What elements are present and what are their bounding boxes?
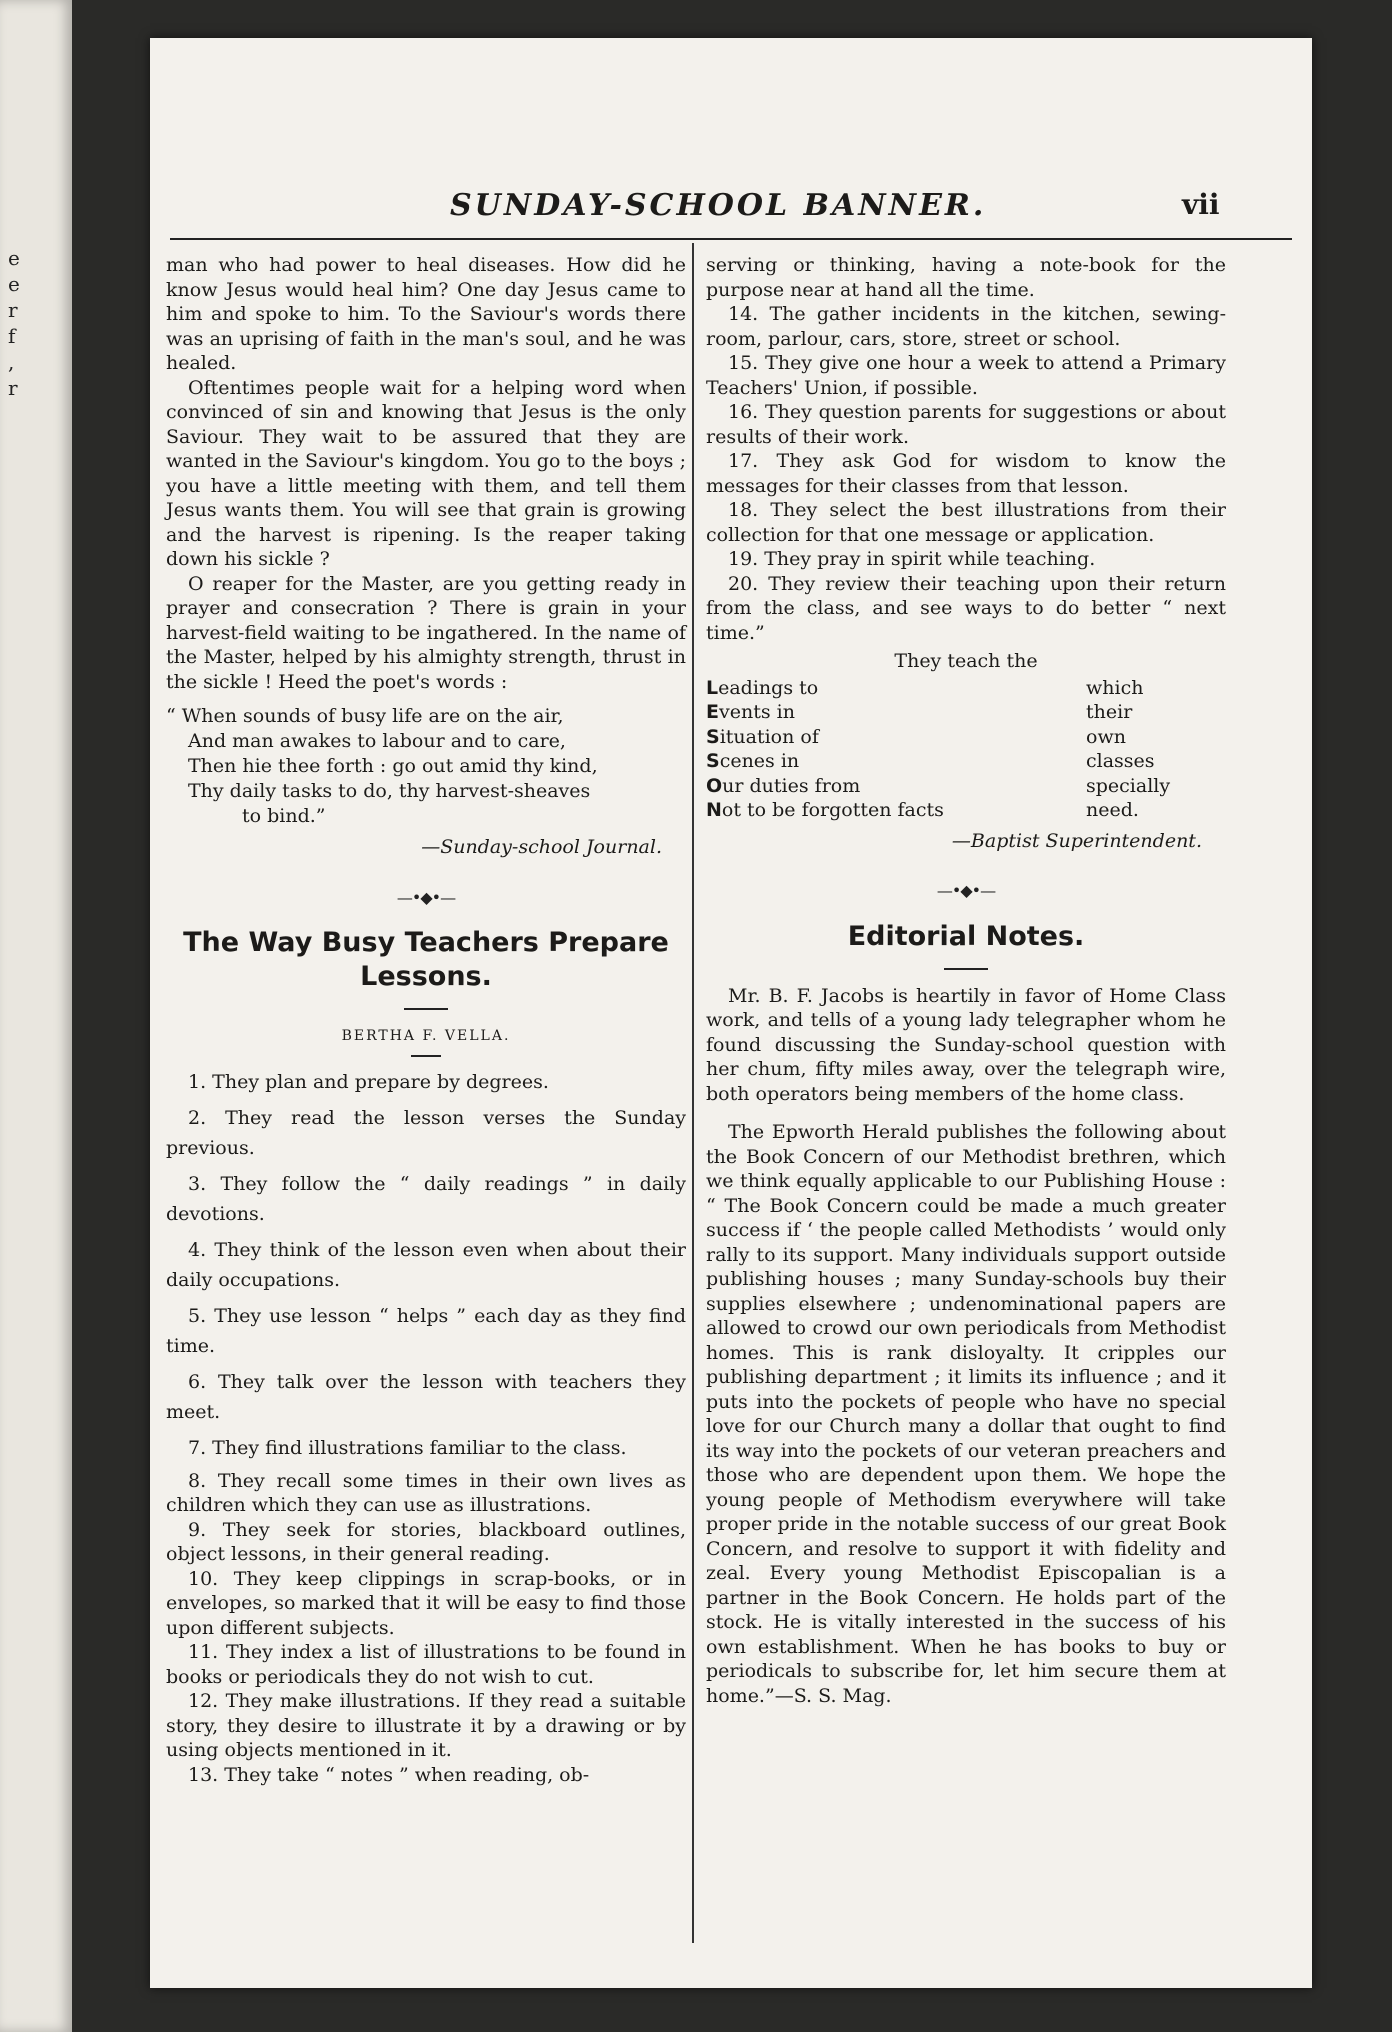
acrostic-letter: O <box>706 774 723 797</box>
ornament-divider: —•◆•— <box>396 887 456 907</box>
acrostic-right: own <box>1086 725 1126 748</box>
paragraph: The Epworth Herald publishes the following about the Book Concern of our Methodist brethren, which we think equally applicable to our Publishing House : “ The Book Concern could be made a much greater success if ‘ the people called Methodists ’ would only rally to its support. Many individuals support outside publishing houses ; many Sunday-schools buy their supplies elsewhere ; undenominational papers are allowed to crowd our own periodicals from Methodist homes. This is rank disloyalty. It cripples our publishing department ; it limits its influence ; and it puts into the pockets of people who have no special love for our Church many a dollar that ought to find its way into the pockets of our veteran preachers and those who are dependent upon them. We hope the young people of Methodism everywhere will take proper pride in the notable success of our great Book Concern, and resolve to support it with fidelity and zeal. Every young Methodist Episcopalian is a partner in the Book Concern. He holds part of the stock. He is vitally interested in the success of his own establishment. When he has books to buy or periodicals to subscribe for, let him secure them at home.”—S. S. Mag. <box>706 1121 1226 1707</box>
acrostic-text: ur duties from <box>722 774 861 797</box>
acrostic-letter: L <box>706 676 719 699</box>
list-item: 7. They find illustrations familiar to the class. <box>188 1436 627 1459</box>
list-item: 13. They take “ notes ” when reading, ob- <box>188 1763 590 1786</box>
ornament-divider: —•◆•— <box>936 881 996 900</box>
acrostic <box>706 676 1226 823</box>
acrostic-text: vents in <box>718 701 795 723</box>
list-item: 6. They talk over the lesson with teachers they meet. <box>166 1370 686 1423</box>
acrostic-text: ot to be forgotten facts <box>721 799 944 821</box>
acrostic-letter: E <box>706 701 719 723</box>
acrostic-line <box>706 774 1086 799</box>
acrostic-right: specially <box>1086 774 1171 797</box>
acrostic-right: need. <box>1086 799 1139 821</box>
column-divider <box>692 243 694 1943</box>
acrostic-letter: S <box>706 750 720 772</box>
page-number: vii <box>1182 188 1220 221</box>
running-title: SUNDAY-SCHOOL BANNER. <box>450 188 987 223</box>
poem-line: Then hie thee forth : go out amid thy kind, <box>188 755 598 777</box>
poem-line: Thy daily tasks to do, thy harvest-sheaves <box>188 780 591 802</box>
acrostic-text: cenes in <box>719 750 800 772</box>
section-heading: Editorial Notes. <box>847 920 1085 952</box>
poem-line: And man awakes to labour and to care, <box>188 730 566 752</box>
list-item: 10. They keep clippings in scrap-books, or in envelopes, so marked that it will be easy to find those upon different subjects. <box>166 1567 686 1639</box>
poem <box>166 704 686 829</box>
section-heading: The Way Busy Teachers Prepare Lessons. <box>183 927 669 992</box>
paragraph: man who had power to heal diseases. How did he know Jesus would heal him? One day Jesus came to him and spoke to him. To the Saviour's words there was an uprising of faith in the man's soul, and he was healed. <box>166 254 686 374</box>
margin-fragment: e <box>8 246 20 270</box>
poem-line: “ When sounds of busy life are on the air, <box>166 705 564 727</box>
margin-fragment: r <box>8 376 18 400</box>
list-item: 4. They think of the lesson even when about their daily occupations. <box>166 1238 686 1291</box>
acrostic-line <box>706 749 1086 774</box>
byline-rule <box>411 1055 441 1057</box>
acrostic-line <box>706 798 1086 823</box>
header-rule <box>170 238 1292 240</box>
acrostic-right: which <box>1086 676 1144 699</box>
margin-fragment: , <box>8 350 15 374</box>
page <box>150 38 1312 1988</box>
acrostic-letter: N <box>706 799 722 821</box>
acrostic-text: ituation of <box>719 725 819 748</box>
list-item: 14. The gather incidents in the kitchen, sewing-room, parlour, cars, store, street or school. <box>706 303 1226 350</box>
poem-line: to bind.” <box>242 805 326 827</box>
list-item: 16. They question parents for suggestions or about results of their work. <box>706 401 1226 448</box>
attribution: —Sunday-school Journal. <box>421 836 662 858</box>
list-item: 20. They review their teaching upon their return from the class, and see ways to do better “ next time.” <box>706 572 1226 644</box>
left-column <box>166 253 686 1787</box>
list-item: 8. They recall some times in their own lives as children which they can use as illustrations. <box>166 1469 686 1516</box>
acrostic-line <box>706 725 1086 750</box>
right-column <box>706 253 1226 1708</box>
margin-fragment: r <box>8 298 18 322</box>
acrostic-line <box>706 700 1086 725</box>
acrostic-letter: S <box>706 725 720 748</box>
list-item: 17. They ask God for wisdom to know the messages for their classes from that lesson. <box>706 450 1226 497</box>
list-item: 3. They follow the “ daily readings ” in daily devotions. <box>166 1172 686 1225</box>
adjacent-page-strip <box>0 0 72 2032</box>
margin-fragment: f <box>8 324 16 348</box>
byline: BERTHA F. VELLA. <box>341 1028 511 1044</box>
list-item: 19. They pray in spirit while teaching. <box>728 548 1096 570</box>
list-item: 15. They give one hour a week to attend a Primary Teachers' Union, if possible. <box>706 352 1226 399</box>
acrostic-text: eadings to <box>718 676 819 699</box>
paragraph: Mr. B. F. Jacobs is heartily in favor of Home Class work, and tells of a young lady telegrapher whom he found discussing the Sunday-school question with her chum, fifty miles away, over the telegraph wire, both operators being members of the home class. <box>706 984 1226 1105</box>
heading-rule <box>944 968 988 970</box>
attribution: —Baptist Superintendent. <box>951 829 1202 852</box>
list-item: 12. They make illustrations. If they read a suitable story, they desire to illustrate it by a drawing or by using objects mentioned in it. <box>166 1690 686 1761</box>
list-item: 5. They use lesson “ helps ” each day as they find time. <box>166 1304 686 1357</box>
acrostic-right: their <box>1086 701 1133 723</box>
list-item: 1. They plan and prepare by degrees. <box>188 1070 549 1093</box>
acrostic-right: classes <box>1086 750 1155 772</box>
paragraph: Oftentimes people wait for a helping word when convinced of sin and knowing that Jesus is the only Saviour. They wait to be assured that they are wanted in the Saviour's kingdom. You go to the boys ; you have a little meeting with them, and tell them Jesus wants them. You will see that grain is growing and the harvest is ripening. Is the reaper taking down his sickle ? <box>166 376 686 570</box>
margin-fragment: e <box>8 272 20 296</box>
list-item: 18. They select the best illustrations from their collection for that one message or application. <box>706 499 1226 546</box>
heading-rule <box>404 1008 448 1010</box>
list-item: 2. They read the lesson verses the Sunday previous. <box>166 1106 686 1159</box>
list-item: 11. They index a list of illustrations to be found in books or periodicals they do not wish to cut. <box>166 1641 686 1688</box>
running-header <box>150 188 1312 228</box>
list-item: 9. They seek for stories, blackboard outlines, object lessons, in their general reading. <box>166 1518 686 1565</box>
acrostic-intro: They teach the <box>894 650 1038 672</box>
paragraph: serving or thinking, having a note-book for the purpose near at hand all the time. <box>706 254 1226 301</box>
acrostic-line <box>706 676 1086 701</box>
paragraph: O reaper for the Master, are you getting ready in prayer and consecration ? There is grain in your harvest-field waiting to be ingathered. In the name of the Master, helped by his almighty strength, thrust in the sickle ! Heed the poet's words : <box>166 572 686 693</box>
